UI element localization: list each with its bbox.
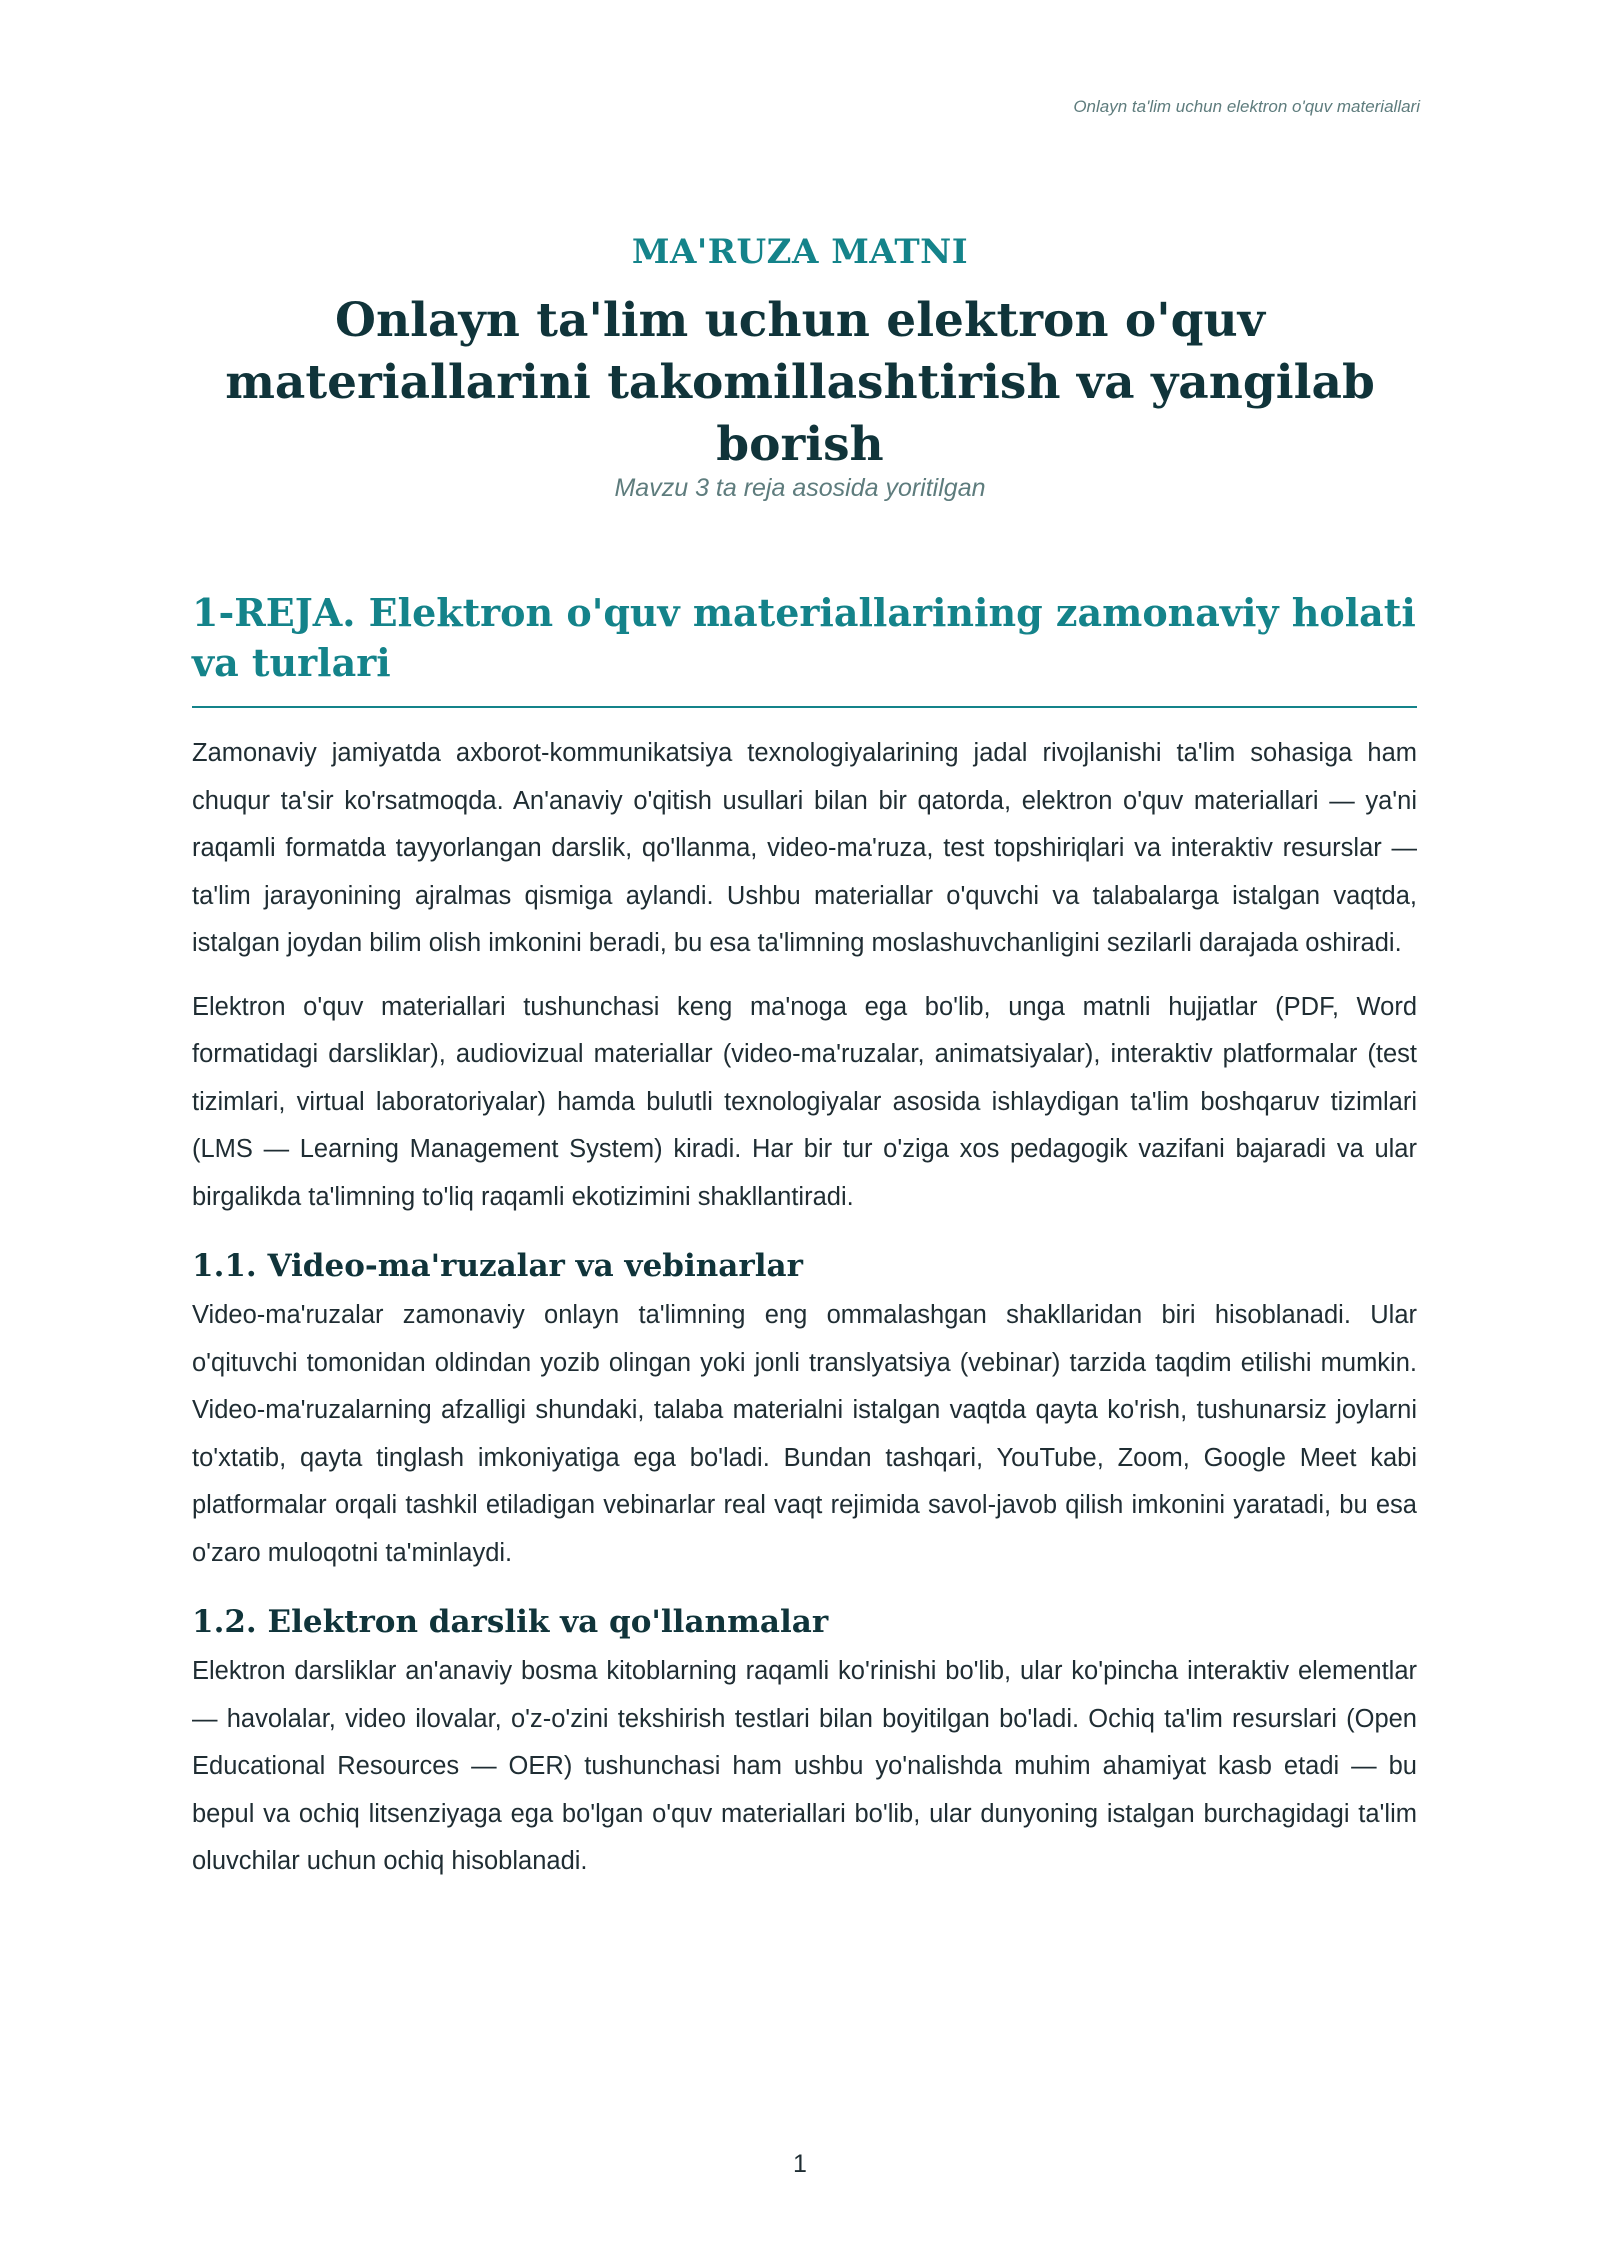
document-subtitle: Mavzu 3 ta reja asosida yoritilgan [614, 474, 986, 502]
subsection-paragraph: Elektron darsliklar an'anaviy bosma kitoblarning raqamli ko'rinishi bo'lib, ular ko'pincha interaktiv elementlar — havolalar, video ilovalar, o'z-o'zini tekshirish testlari bilan boyitilgan bo'ladi. Ochiq ta'lim resurslari (Open Educational Resources — OER) tushunchasi ham ushbu yo'nalishda muhim ahamiyat kasb etadi — bu bepul va ochiq litsenziyaga ega bo'lgan o'quv materiallari bo'lib, ular dunyoning istalgan burchagidagi ta'lim oluvchilar uchun ochiq hisoblanadi. [192, 1657, 1417, 1875]
paragraph: Elektron o'quv materiallari tushunchasi keng ma'noga ega bo'lib, unga matnli hujjatlar (PDF, Word formatidagi darsliklar), audiovizual materiallar (video-ma'ruzalar, animatsiyalar), interaktiv platformalar (test tizimlari, virtual laboratoriyalar) hamda bulutli texnologiyalar asosida ishlaydigan ta'lim boshqaruv tizimlari (LMS — Learning Management System) kiradi. Har bir tur o'ziga xos pedagogik vazifani bajaradi va ular birgalikda ta'limning to'liq raqamli ekotizimini shakllantiradi. [192, 992, 1417, 1211]
page-number: 1 [793, 2150, 807, 2178]
paragraph: Zamonaviy jamiyatda axborot-kommunikatsiya texnologiyalarining jadal rivojlanishi ta'lim sohasiga ham chuqur ta'sir ko'rsatmoqda. An'anaviy o'qitish usullari bilan bir qatorda, elektron o'quv materiallari — ya'ni raqamli formatda tayyorlangan darslik, qo'llanma, video-ma'ruza, test topshiriqlari va interaktiv resurslar — ta'lim jarayonining ajralmas qismiga aylandi. Ushbu materiallar o'quvchi va talabalarga istalgan vaqtda, istalgan joydan bilim olish imkonini beradi, bu esa ta'limning moslashuvchanligini sezilarli darajada oshiradi. [192, 739, 1417, 957]
section-content [192, 588, 1417, 1886]
document-label: MA'RUZA MATNI [631, 232, 969, 272]
subsection-heading: 1.2. Elektron darslik va qo'llanmalar [192, 1604, 829, 1640]
subsection-heading: 1.1. Video-ma'ruzalar va vebinarlar [192, 1248, 803, 1284]
running-header: Onlayn ta'lim uchun elektron o'quv materiallari [1073, 97, 1420, 116]
subsection-paragraph: Video-ma'ruzalar zamonaviy onlayn ta'limning eng ommalashgan shakllaridan biri hisoblanadi. Ular o'qituvchi tomonidan oldindan yozib olingan yoki jonli translyatsiya (vebinar) tarzida taqdim etilishi mumkin. Video-ma'ruzalarning afzalligi shundaki, talaba materialni istalgan vaqtda qayta ko'rish, tushunarsiz joylarni to'xtatib, qayta tinglash imkoniyatiga ega bo'ladi. Bundan tashqari, YouTube, Zoom, Google Meet kabi platformalar orqali tashkil etiladigan vebinarlar real vaqt rejimida savol-javob qilish imkonini yaratadi, bu esa o'zaro muloqotni ta'minlaydi. [192, 1301, 1417, 1567]
section-heading: 1-REJA. Elektron o'quv materiallarining zamonaviy holati va turlari [192, 588, 1417, 708]
document-title: Onlayn ta'lim uchun elektron o'quv materiallarini takomillashtirish va yangilab borish [225, 293, 1375, 472]
